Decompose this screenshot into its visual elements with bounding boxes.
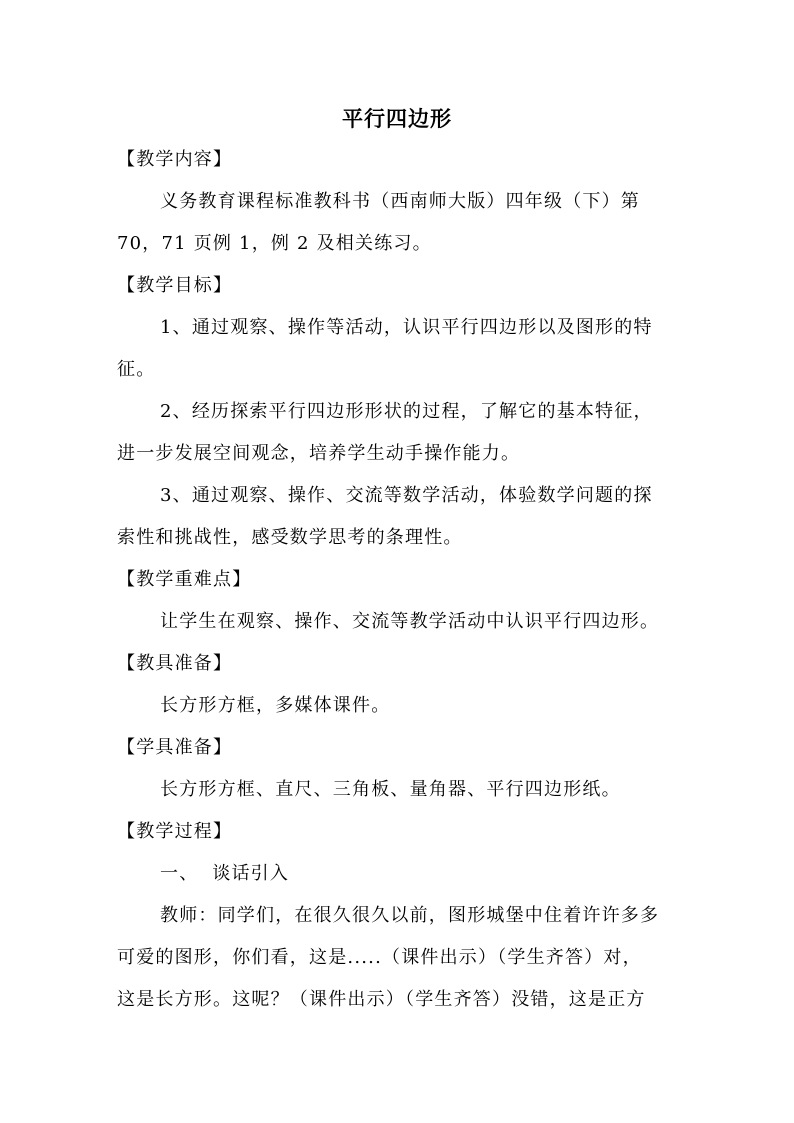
teacher-tools-line: 长方形方框，多媒体课件。 [160,695,391,716]
goal-line-3: 2、经历探索平行四边形形状的过程，了解它的基本特征， [160,401,653,422]
goal-line-6: 索性和挑战性，感受数学思考的条理性。 [117,527,463,548]
key-line: 让学生在观察、操作、交流等教学活动中认识平行四边形。 [160,611,660,632]
student-tools-heading: 【学具准备】 [117,737,233,758]
teacher-tools-heading: 【教具准备】 [117,653,233,674]
student-tools-line: 长方形方框、直尺、三角板、量角器、平行四边形纸。 [160,779,621,800]
goal-line-5: 3、通过观察、操作、交流等数学活动，体验数学问题的探 [160,485,653,506]
process-section: 一、 谈话引入 [160,863,290,884]
content-line-1: 义务教育课程标准教科书（西南师大版）四年级（下）第 [160,191,640,212]
goals-heading: 【教学目标】 [117,275,233,296]
content-heading: 【教学内容】 [117,149,233,170]
document-title: 平行四边形 [342,106,452,131]
content-line-2: 70，71 页例 1，例 2 及相关练习。 [117,233,432,254]
process-line-1: 教师：同学们，在很久很久以前，图形城堡中住着许许多多 [160,905,660,926]
goal-line-2: 征。 [117,359,156,380]
process-line-3: 这是长方形。这呢？（课件出示）（学生齐答）没错，这是正方 [117,989,646,1010]
goal-line-1: 1、通过观察、操作等活动，认识平行四边形以及图形的特 [160,317,653,338]
key-heading: 【教学重难点】 [117,569,252,590]
process-line-2: 可爱的图形，你们看，这是.....（课件出示）（学生齐答）对， [117,947,642,968]
process-heading: 【教学过程】 [117,821,233,842]
goal-line-4: 进一步发展空间观念，培养学生动手操作能力。 [117,443,521,464]
